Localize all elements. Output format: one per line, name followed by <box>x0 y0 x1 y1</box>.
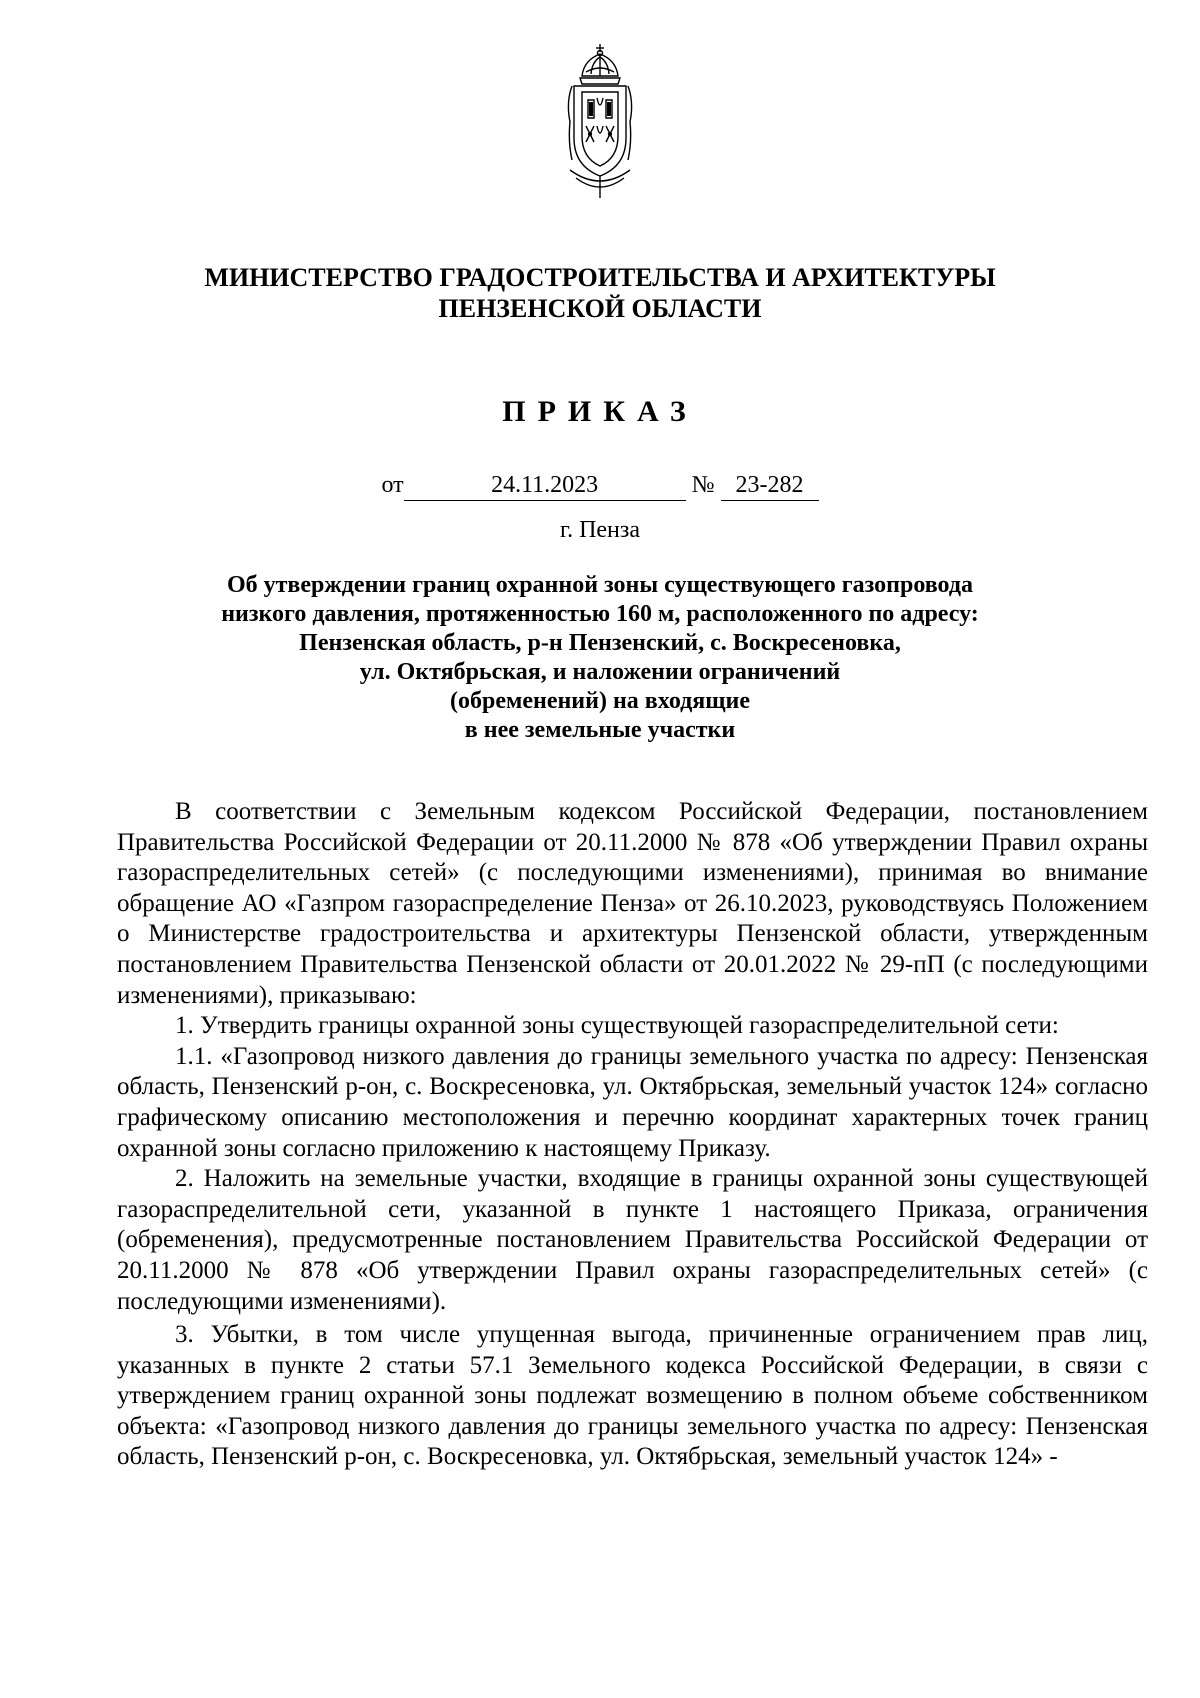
item-1-paragraph: 1. Утвердить границы охранной зоны существующей газораспределительной сети: <box>175 1012 1059 1040</box>
document-body <box>117 797 1148 1473</box>
subject-line-5: (обременений) на входящие <box>450 688 750 714</box>
document-subject <box>150 571 1050 745</box>
subject-line-1: Об утверждении границ охранной зоны существующего газопровода <box>226 572 974 598</box>
organization-line-1: МИНИСТЕРСТВО ГРАДОСТРОИТЕЛЬСТВА И АРХИТЕКТУРЫ <box>204 263 996 292</box>
date-label: от <box>381 472 404 498</box>
penza-region-coat-of-arms-icon <box>562 42 638 200</box>
number-label: № <box>691 472 715 498</box>
subject-line-6: в нее земельные участки <box>464 717 736 743</box>
preamble-paragraph: В соответствии с Земельным кодексом Российской Федерации, постановлением Правительства Российской Федерации от 20.11.2000 № 878 «Об утверждении Правил охраны газораспределительных сетей» (с последующими изменениями), принимая во внимание обращение АО «Газпром газораспределение Пенза» от 26.10.2023, руководствуясь Положением о Министерстве градостроительства и архитектуры Пензенской области, утвержденным постановлением Правительства Пензенской области от 20.01.2022 № 29-пП (с последующими изменениями), приказываю: <box>117 798 1148 1009</box>
subject-line-4: ул. Октябрьская, и наложении ограничений <box>359 659 841 685</box>
document-number: 23-282 <box>721 470 819 501</box>
item-2-paragraph: 2. Наложить на земельные участки, входящие в границы охранной зоны существующей газораспределительной сети, указанной в пункте 1 настоящего Приказа, ограничения (обременения), предусмотренные постановлением Правительства Российской Федерации от 20.11.2000 № 878 «Об утверждении Правил охраны газораспределительных сетей» (с последующими изменениями). <box>117 1165 1148 1315</box>
document-type: ПРИКАЗ <box>502 395 698 428</box>
organization-name <box>100 262 1100 324</box>
document-date: 24.11.2023 <box>404 470 686 501</box>
city: г. Пенза <box>559 517 641 543</box>
item-1-1-paragraph: 1.1. «Газопровод низкого давления до границы земельного участка по адресу: Пензенская область, Пензенский р-он, с. Воскресеновка, ул. Октябрьская, земельный участок 124» согласно графическому описанию местоположения и перечню координат характерных точек границ охранной зоны согласно приложению к настоящему Приказу. <box>117 1042 1148 1162</box>
organization-line-2: ПЕНЗЕНСКОЙ ОБЛАСТИ <box>438 294 762 323</box>
subject-line-2: низкого давления, протяженностью 160 м, расположенного по адресу: <box>221 601 979 627</box>
date-number-line <box>100 470 1100 501</box>
item-3-paragraph: 3. Убытки, в том числе упущенная выгода, причиненные ограничением прав лиц, указанных в пункте 2 статьи 57.1 Земельного кодекса Российской Федерации, в связи с утверждением границ охранной зоны подлежат возмещению в полном объеме собственником объекта: «Газопровод низкого давления до границы земельного участка по адресу: Пензенская область, Пензенский р-он, с. Воскресеновка, ул. Октябрьская, земельный участок 124» - <box>117 1321 1148 1471</box>
subject-line-3: Пензенская область, р-н Пензенский, с. Воскресеновка, <box>299 630 901 656</box>
